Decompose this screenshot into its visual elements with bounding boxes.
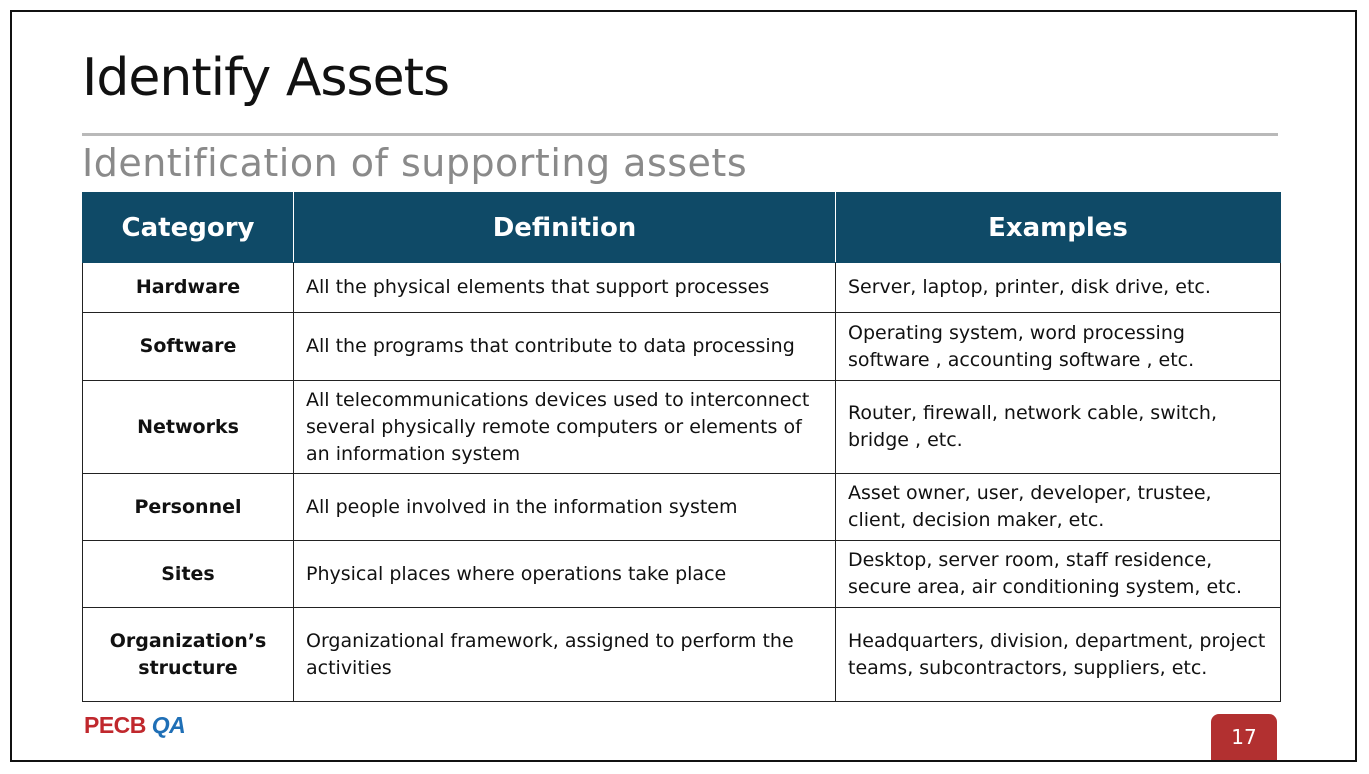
row-category: Software <box>83 313 294 381</box>
page-number-badge: 17 <box>1211 714 1277 760</box>
logo-brand: PECB <box>84 712 146 738</box>
slide-title: Identify Assets <box>82 48 450 108</box>
table-row <box>83 381 1281 474</box>
row-examples: Desktop, server room, staff residence, secure area, air conditioning system, etc. <box>836 541 1281 608</box>
row-definition: All telecommunications devices used to interconnect several physically remote computers or elements of an information system <box>294 381 836 474</box>
header-definition: Definition <box>294 193 836 263</box>
row-examples: Headquarters, division, department, project teams, subcontractors, suppliers, etc. <box>836 608 1281 702</box>
slide-subtitle: Identification of supporting assets <box>82 141 748 185</box>
row-examples: Operating system, word processing software , accounting software , etc. <box>836 313 1281 381</box>
row-definition: All the physical elements that support processes <box>294 263 836 313</box>
assets-table <box>82 192 1281 702</box>
title-divider <box>82 133 1278 136</box>
table-header-row <box>83 193 1281 263</box>
pecb-logo <box>84 712 185 739</box>
row-category: Networks <box>83 381 294 474</box>
row-examples: Server, laptop, printer, disk drive, etc. <box>836 263 1281 313</box>
row-definition: Physical places where operations take place <box>294 541 836 608</box>
table-row <box>83 263 1281 313</box>
row-definition: All the programs that contribute to data processing <box>294 313 836 381</box>
table-row <box>83 313 1281 381</box>
header-examples: Examples <box>836 193 1281 263</box>
table-row <box>83 474 1281 541</box>
row-category: Hardware <box>83 263 294 313</box>
row-category: Sites <box>83 541 294 608</box>
logo-suffix: QA <box>151 712 186 738</box>
row-examples: Asset owner, user, developer, trustee, client, decision maker, etc. <box>836 474 1281 541</box>
row-category: Organization’s structure <box>83 608 294 702</box>
table-row <box>83 608 1281 702</box>
table-row <box>83 541 1281 608</box>
row-definition: Organizational framework, assigned to perform the activities <box>294 608 836 702</box>
header-category: Category <box>83 193 294 263</box>
row-category: Personnel <box>83 474 294 541</box>
row-definition: All people involved in the information system <box>294 474 836 541</box>
row-examples: Router, firewall, network cable, switch, bridge , etc. <box>836 381 1281 474</box>
